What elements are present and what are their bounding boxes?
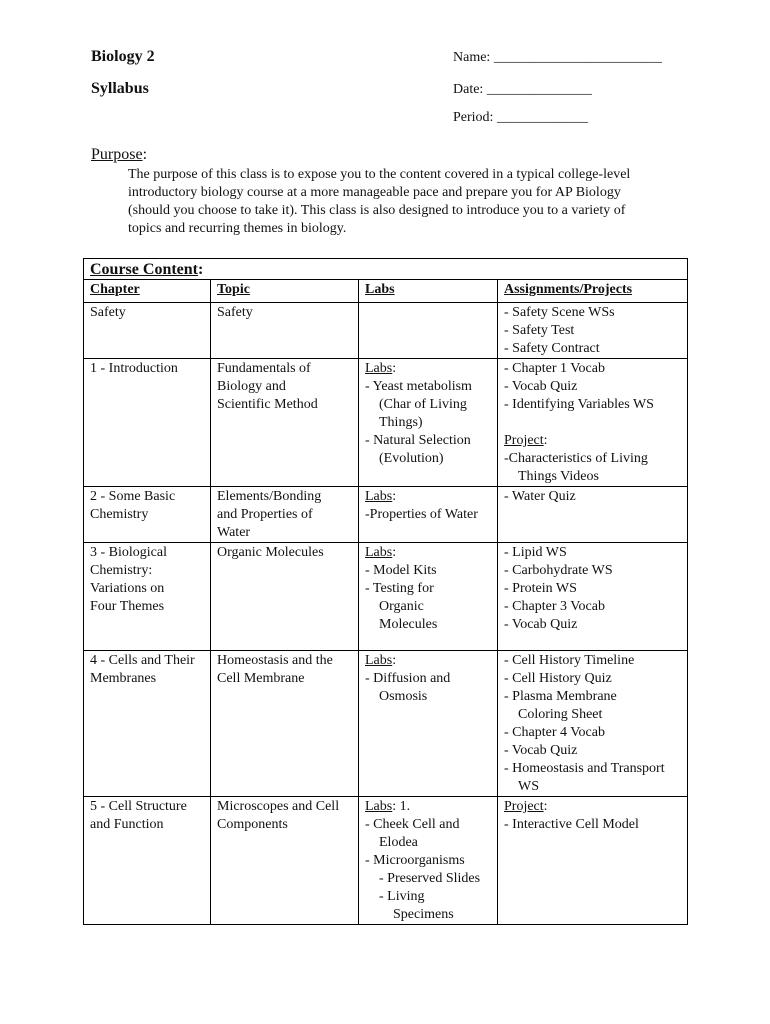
assignments-line: - Safety Contract bbox=[504, 341, 600, 356]
purpose-paragraph bbox=[128, 166, 691, 238]
assignments-line: - Vocab Quiz bbox=[504, 379, 578, 394]
labs-line: Molecules bbox=[379, 617, 438, 632]
topic-line: Elements/Bonding bbox=[217, 489, 322, 504]
cell-assignments bbox=[498, 303, 688, 359]
labs-line: Labs: bbox=[365, 545, 397, 560]
labs-line: - Diffusion and bbox=[365, 671, 451, 686]
assignments-line: - Cell History Quiz bbox=[504, 671, 612, 686]
cell-topic bbox=[211, 487, 359, 543]
assignments-line: - Chapter 4 Vocab bbox=[504, 725, 605, 740]
assignments-line: Coloring Sheet bbox=[518, 707, 603, 722]
labs-line: Organic bbox=[379, 599, 424, 614]
table-row bbox=[84, 487, 688, 543]
cell-chapter bbox=[84, 797, 211, 925]
course-content-title: Course Content: bbox=[84, 259, 688, 280]
chapter-line: 4 - Cells and Their bbox=[90, 653, 195, 668]
assignments-line: Project: bbox=[504, 799, 548, 814]
assignments-line: - Chapter 1 Vocab bbox=[504, 361, 605, 376]
chapter-line: 2 - Some Basic bbox=[90, 489, 176, 504]
assignments-line: - Safety Test bbox=[504, 323, 575, 338]
assignments-line: - Cell History Timeline bbox=[504, 653, 635, 668]
cell-labs bbox=[359, 797, 498, 925]
labs-line: - Preserved Slides bbox=[379, 871, 481, 886]
topic-line: Scientific Method bbox=[217, 397, 318, 412]
labs-line: - Model Kits bbox=[365, 563, 437, 578]
assignments-line: - Carbohydrate WS bbox=[504, 563, 613, 578]
assignments-line: - Interactive Cell Model bbox=[504, 817, 639, 832]
assignments-line: - Homeostasis and Transport bbox=[504, 761, 665, 776]
topic-line: Microscopes and Cell bbox=[217, 799, 340, 814]
assignments-line: - Vocab Quiz bbox=[504, 617, 578, 632]
table-row bbox=[84, 543, 688, 651]
purpose-heading bbox=[91, 146, 691, 164]
chapter-line: Variations on bbox=[90, 581, 165, 596]
chapter-line: Four Themes bbox=[90, 599, 165, 614]
labs-line: Things) bbox=[379, 415, 423, 430]
chapter-line: 3 - Biological bbox=[90, 545, 167, 560]
table-body bbox=[84, 303, 688, 925]
chapter-line: Chemistry bbox=[90, 507, 149, 522]
labs-line: (Evolution) bbox=[379, 451, 444, 466]
course-content-table bbox=[83, 258, 688, 925]
labs-line: Specimens bbox=[393, 907, 454, 922]
assignments-line: Things Videos bbox=[518, 469, 599, 484]
assignments-line: - Chapter 3 Vocab bbox=[504, 599, 605, 614]
topic-line: Cell Membrane bbox=[217, 671, 305, 686]
section-label: Project bbox=[504, 799, 544, 814]
labs-line: Labs: 1. bbox=[365, 799, 411, 814]
topic-line: Safety bbox=[217, 305, 253, 320]
assignments-line: - Protein WS bbox=[504, 581, 577, 596]
purpose-section bbox=[91, 146, 691, 238]
chapter-line: and Function bbox=[90, 817, 164, 832]
section-label: Labs bbox=[365, 361, 393, 376]
cell-assignments bbox=[498, 797, 688, 925]
column-header-assignments: Assignments/Projects bbox=[498, 280, 688, 303]
chapter-line: 5 - Cell Structure bbox=[90, 799, 187, 814]
cell-chapter bbox=[84, 359, 211, 487]
chapter-line: Chemistry: bbox=[90, 563, 153, 578]
chapter-line: Membranes bbox=[90, 671, 157, 686]
table-header-row bbox=[84, 280, 688, 303]
assignments-line: - Plasma Membrane bbox=[504, 689, 617, 704]
cell-labs bbox=[359, 303, 498, 359]
labs-line: Elodea bbox=[379, 835, 418, 850]
section-label: Labs bbox=[365, 489, 393, 504]
topic-line: Biology and bbox=[217, 379, 286, 394]
period-field-line: Period: _____________ bbox=[453, 110, 588, 125]
column-header-topic: Topic bbox=[211, 280, 359, 303]
section-label: Labs bbox=[365, 799, 393, 814]
cell-chapter bbox=[84, 303, 211, 359]
assignments-line: Project: bbox=[504, 433, 548, 448]
cell-topic bbox=[211, 303, 359, 359]
section-label: Labs bbox=[365, 653, 393, 668]
purpose-label: Purpose bbox=[91, 146, 143, 163]
topic-line: Water bbox=[217, 525, 251, 540]
topic-line: Organic Molecules bbox=[217, 545, 324, 560]
cell-chapter bbox=[84, 543, 211, 651]
document-type: Syllabus bbox=[91, 80, 149, 97]
purpose-line: (should you choose to take it). This class is also designed to introduce you to a variety of bbox=[128, 203, 626, 218]
labs-line: - Microorganisms bbox=[365, 853, 465, 868]
purpose-line: topics and recurring themes in biology. bbox=[128, 221, 347, 236]
section-label: Labs bbox=[365, 545, 393, 560]
assignments-line: WS bbox=[518, 779, 539, 794]
cell-assignments bbox=[498, 359, 688, 487]
labs-line: - Cheek Cell and bbox=[365, 817, 460, 832]
labs-line: (Char of Living bbox=[379, 397, 467, 412]
table-row bbox=[84, 359, 688, 487]
topic-line: Fundamentals of bbox=[217, 361, 311, 376]
topic-line: Components bbox=[217, 817, 288, 832]
cell-labs bbox=[359, 651, 498, 797]
cell-labs bbox=[359, 359, 498, 487]
chapter-line: 1 - Introduction bbox=[90, 361, 178, 376]
cell-assignments bbox=[498, 543, 688, 651]
topic-line: Homeostasis and the bbox=[217, 653, 333, 668]
labs-line: - Testing for bbox=[365, 581, 434, 596]
labs-line: - Natural Selection bbox=[365, 433, 471, 448]
labs-line: Labs: bbox=[365, 653, 397, 668]
assignments-line bbox=[504, 414, 681, 432]
table-row bbox=[84, 651, 688, 797]
section-label: Project bbox=[504, 433, 544, 448]
purpose-line: introductory biology course at a more manageable pace and prepare you for AP Biology bbox=[128, 185, 621, 200]
chapter-line: Safety bbox=[90, 305, 126, 320]
table-row bbox=[84, 797, 688, 925]
cell-topic bbox=[211, 651, 359, 797]
cell-assignments bbox=[498, 487, 688, 543]
labs-line: Labs: bbox=[365, 489, 397, 504]
table-row bbox=[84, 303, 688, 359]
labs-line: - Yeast metabolism bbox=[365, 379, 472, 394]
cell-chapter bbox=[84, 651, 211, 797]
date-field-line: Date: _______________ bbox=[453, 82, 592, 97]
cell-labs bbox=[359, 487, 498, 543]
purpose-colon: : bbox=[142, 146, 148, 163]
cell-topic bbox=[211, 543, 359, 651]
column-header-labs: Labs bbox=[359, 280, 498, 303]
course-title: Biology 2 bbox=[91, 48, 155, 65]
labs-line: -Properties of Water bbox=[365, 507, 478, 522]
cell-labs bbox=[359, 543, 498, 651]
assignments-line: - Lipid WS bbox=[504, 545, 567, 560]
cell-topic bbox=[211, 359, 359, 487]
cell-topic bbox=[211, 797, 359, 925]
name-field-line: Name: ________________________ bbox=[453, 50, 662, 65]
labs-line: Osmosis bbox=[379, 689, 428, 704]
column-header-chapter: Chapter bbox=[84, 280, 211, 303]
assignments-line: -Characteristics of Living bbox=[504, 451, 648, 466]
assignments-line: - Water Quiz bbox=[504, 489, 576, 504]
assignments-line: - Vocab Quiz bbox=[504, 743, 578, 758]
labs-line: Labs: bbox=[365, 361, 397, 376]
assignments-line: - Identifying Variables WS bbox=[504, 397, 654, 412]
topic-line: and Properties of bbox=[217, 507, 313, 522]
labs-line: - Living bbox=[379, 889, 425, 904]
cell-assignments bbox=[498, 651, 688, 797]
assignments-line: - Safety Scene WSs bbox=[504, 305, 615, 320]
cell-chapter bbox=[84, 487, 211, 543]
purpose-line: The purpose of this class is to expose you to the content covered in a typical college-level bbox=[128, 167, 631, 182]
